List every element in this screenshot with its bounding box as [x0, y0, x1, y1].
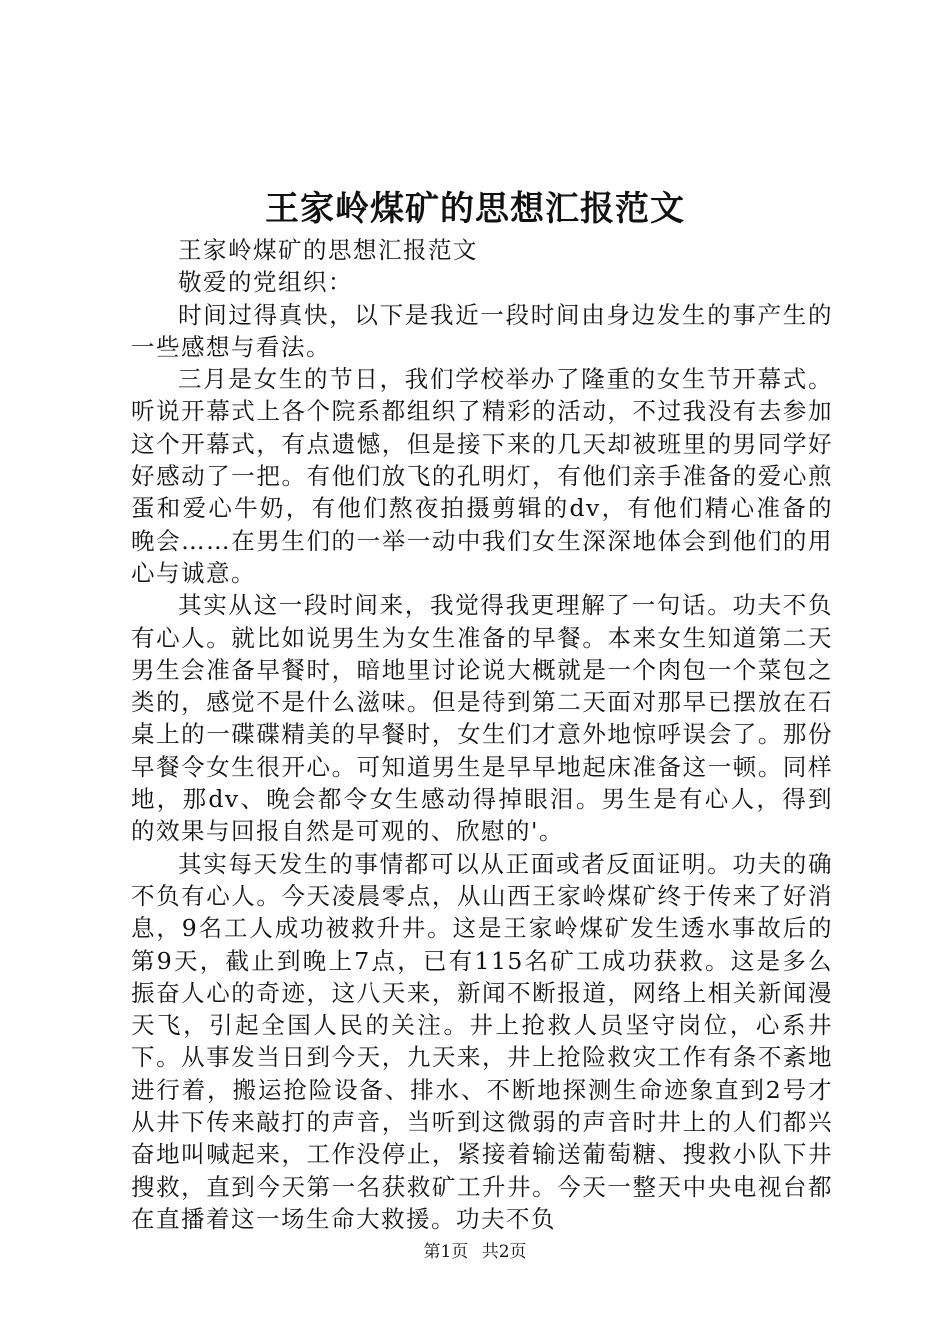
paragraph-salutation: 敬爱的党组织： [178, 268, 353, 297]
paragraph: 其实每天发生的事情都可以从正面或者反面证明。功夫的确不负有心人。今天凌晨零点，从山西王家岭煤矿终于传来了好消息，9名工人成功被救升井。这是王家岭煤矿发生透水事故后的第9天，截止到晚上7点，已有115名矿工成功获救。这是多么振奋人心的奇迹，这八天来，新闻不断报道，网络上相关新闻漫天飞，引起全国人民的关注。井上抢救人员坚守岗位，心系井下。从事发当日到今天，九天来，井上抢险救灾工作有条不紊地进行着，搬运抢险设备、排水、不断地探测生命迹象直到2号才从井下传来敲打的声音，当听到这微弱的声音时井上的人们都兴奋地叫喊起来，工作没停止，紧接着输送葡萄糖、搜救小队下井搜救，直到今天第一名获救矿工升井。今天一整天中央电视台都在直播着这一场生命大救援。功夫不负 [131, 849, 833, 1233]
paragraph: 其实从这一段时间来，我觉得我更理解了一句话。功夫不负有心人。就比如说男生为女生准备的早餐。本来女生知道第二天男生会准备早餐时，暗地里讨论说大概就是一个肉包一个菜包之类的，感觉不是什么滋味。但是待到第二天面对那早已摆放在石桌上的一碟碟精美的早餐时，女生们才意外地惊呼误会了。那份早餐令女生很开心。可知道男生是早早地起床准备这一顿。同样地，那dv、晚会都令女生感动得掉眼泪。男生是有心人，得到的效果与回报自然是可观的、欣慰的'。 [131, 591, 833, 846]
page-number: 第1页 [423, 1242, 469, 1262]
document-title: 王家岭煤矿的思想汇报范文 [265, 189, 685, 229]
paragraph: 三月是女生的节日，我们学校举办了隆重的女生节开幕式。听说开幕式上各个院系都组织了精彩的活动，不过我没有去参加这个开幕式，有点遗憾，但是接下来的几天却被班里的男同学好好感动了一把。有他们放飞的孔明灯，有他们亲手准备的爱心煎蛋和爱心牛奶，有他们熬夜拍摄剪辑的dv，有他们精心准备的晚会……在男生们的一举一动中我们女生深深地体会到他们的用心与诚意。 [131, 365, 833, 587]
page-footer [0, 1240, 950, 1264]
page-total: 共2页 [481, 1242, 527, 1262]
document-body [131, 234, 833, 1235]
paragraph: 时间过得真快，以下是我近一段时间由身边发生的事产生的一些感想与看法。 [131, 300, 833, 361]
paragraph-subtitle: 王家岭煤矿的思想汇报范文 [178, 236, 478, 264]
